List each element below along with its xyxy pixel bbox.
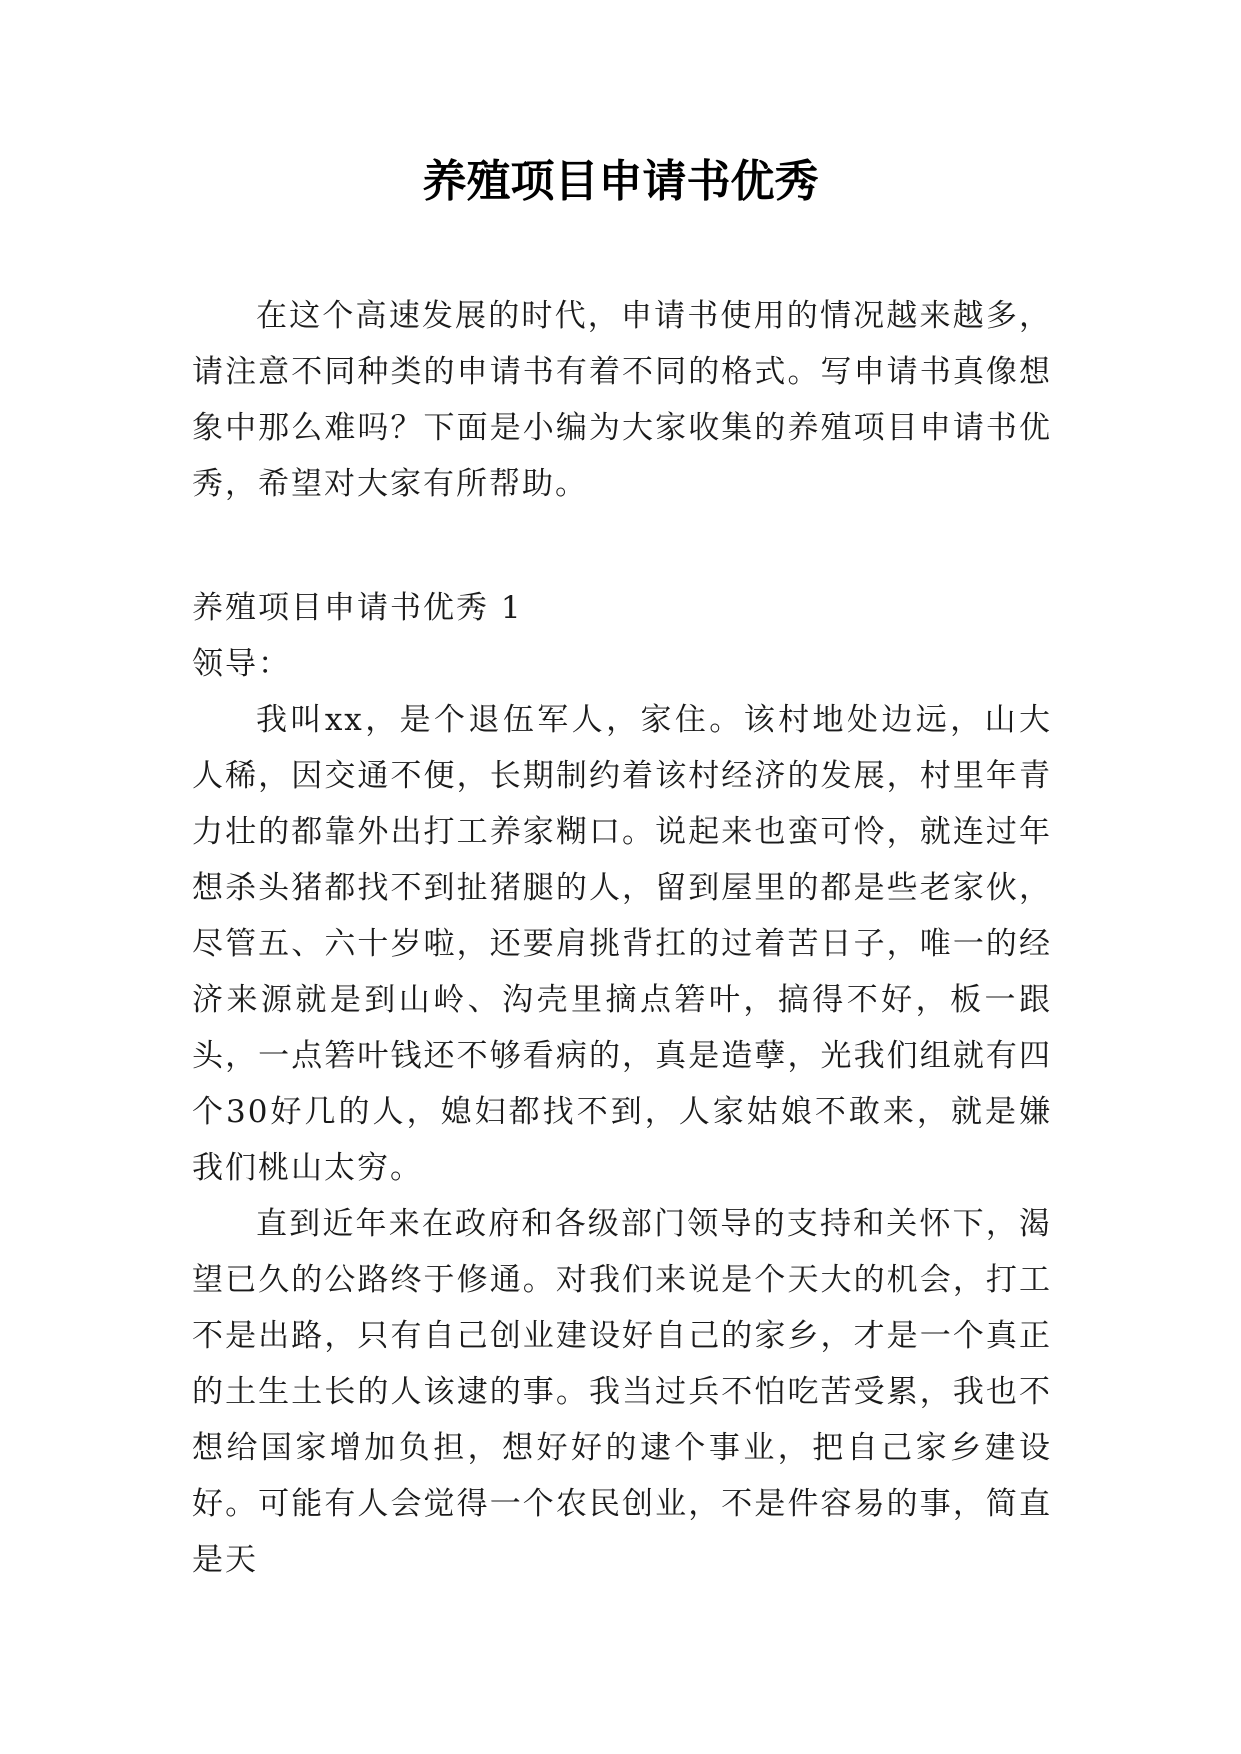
intro-paragraph: 在这个高速发展的时代，申请书使用的情况越来越多，请注意不同种类的申请书有着不同的格式。写申请书真像想象中那么难吗？下面是小编为大家收集的养殖项目申请书优秀，希望对大家有所帮助。 xyxy=(192,298,1052,502)
document-title: 养殖项目申请书优秀 xyxy=(422,156,819,207)
section-heading: 养殖项目申请书优秀 1 xyxy=(192,590,523,626)
salutation: 领导： xyxy=(192,646,291,682)
body-paragraph-2: 直到近年来在政府和各级部门领导的支持和关怀下，渴望已久的公路终于修通。对我们来说是个天大的机会，打工不是出路，只有自己创业建设好自己的家乡，才是一个真正的土生土长的人该逮的事。我当过兵不怕吃苦受累，我也不想给国家增加负担，想好好的逮个事业，把自己家乡建设好。可能有人会觉得一个农民创业，不是件容易的事，简直是天 xyxy=(192,1206,1052,1578)
body-paragraph-1: 我叫xx，是个退伍军人，家住。该村地处边远，山大人稀，因交通不便，长期制约着该村经济的发展，村里年青力壮的都靠外出打工养家糊口。说起来也蛮可怜，就连过年想杀头猪都找不到扯猪腿的人，留到屋里的都是些老家伙，尽管五、六十岁啦，还要肩挑背扛的过着苦日子，唯一的经济来源就是到山岭、沟壳里摘点箬叶，搞得不好，板一跟头，一点箬叶钱还不够看病的，真是造孽，光我们组就有四个30好几的人，媳妇都找不到，人家姑娘不敢来，就是嫌我们桃山太穷。 xyxy=(192,702,1052,1186)
